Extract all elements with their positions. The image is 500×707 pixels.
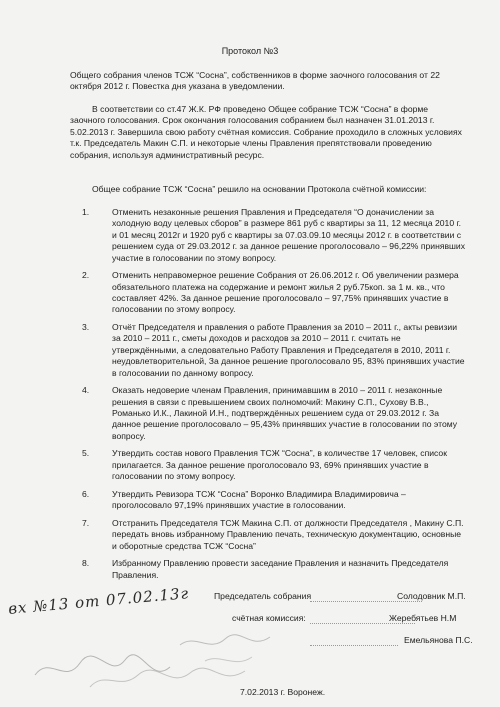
item-text: Отчёт Председателя и правления о работе Правления за 2010 – 2011 г., акты ревизии за 2010 – 2011 г., сметы доходов и расходов за 2010 – 2011 г. считать не утверждёнными, а следовательно Работу Правления и Председателя в 2010, 2011 г. неудовлетворительной, За данное решение проголосовало 95, 83% принявших участие в голосовании по данному вопросу.: [112, 322, 465, 378]
item-text: Утвердить Ревизора ТСЖ “Сосна” Воронко Владимира Владимировича – проголосовало 97,19% принявших участие в голосовании.: [112, 488, 406, 511]
list-item: [82, 518, 467, 552]
intro-paragraph: Общего собрания членов ТСЖ “Сосна”, собственников в форме заочного голосования от 22 октября 2012 г. Повестка дня указана в уведомлении.: [70, 70, 440, 92]
signature-row-commission-1: [0, 613, 500, 625]
item-text: Утвердить состав нового Правления ТСЖ “Сосна”, в количестве 17 человек, список прилагается. За данное решение проголосовало 93, 69% принявших участие в голосовании по этому вопросу.: [112, 448, 447, 482]
commission-member-1: Жеребятьев Н.М: [389, 613, 457, 623]
chair-label: Председатель собрания: [214, 591, 312, 601]
list-item: [82, 558, 467, 581]
item-number: 4.: [82, 385, 90, 396]
list-item: [82, 270, 467, 316]
list-item: [82, 448, 467, 482]
item-text: Оказать недоверие членам Правления, принимавшим в 2010 – 2011 г. незаконные решения в связи с превышением своих полномочий: Макину С.П., Сухову В.В., Романько И.К., Лакиной И.Н., подтверждённых решением суда от 29.03.2012 г. За данное решение проголосовало – 95,43% принявших участие в голосовании по этому вопросу.: [112, 385, 458, 441]
item-number: 6.: [82, 488, 90, 499]
item-text: Отменить неправомерное решение Собрания от 26.06.2012 г. Об увеличении размера обязательного платежа на содержание и ремонт жилья 2 руб.75коп. за 1 м. кв., что составляет 42%. За данное решение проголосовало – 97,75% принявших участие в голосовании по этому вопросу.: [112, 270, 459, 315]
item-number: 5.: [82, 448, 90, 459]
item-number: 7.: [82, 517, 90, 528]
document-date-footer: 7.02.2013 г. Воронеж.: [240, 687, 326, 697]
signature-line: [310, 645, 398, 646]
item-number: 2.: [82, 270, 90, 281]
item-text: Отстранить Председателя ТСЖ Макина С.П. от должности Председателя , Макину С.П. передать вновь избранному Правлению печать, техническую документацию, основные и оборотные средства ТСЖ “Сосна”: [112, 517, 464, 551]
item-number: 3.: [82, 322, 90, 333]
legal-basis-paragraph: В соответствии со ст.47 Ж.К. РФ проведено Общее собрание ТСЖ “Сосна” в форме заочного голосования. Срок окончания голосования собранием был назначен 31.01.2013 г. 5.02.2013 г. Завершила свою работу счётная комиссия. Собрание проходило в сложных условиях т.к. Председатель Макин С.П. и некоторые члены Правления препятствовали проведению собрания, используя административный ресурс.: [70, 104, 462, 160]
commission-label: счётная комиссия:: [232, 613, 306, 623]
decision-lead-paragraph: Общее собрание ТСЖ “Сосна” решило на основании Протокола счётной комиссии:: [92, 184, 427, 194]
signature-scribble-icon: [30, 625, 290, 695]
list-item: [82, 385, 467, 442]
handwritten-registration-note: вх №13 от 07.02.13г: [7, 584, 190, 618]
item-number: 1.: [82, 207, 90, 217]
decision-list: [82, 207, 467, 587]
list-item: [82, 207, 467, 264]
document-title: Протокол №3: [221, 46, 279, 56]
list-item: [82, 322, 467, 379]
commission-member-2: Емельянова П.С.: [404, 635, 473, 645]
chair-name: Солодовник М.П.: [397, 591, 466, 601]
list-item: [82, 489, 467, 512]
item-number: 8.: [82, 558, 90, 569]
item-text: Избранному Правлению провести заседание Правления и назначить Председателя Правления.: [112, 558, 449, 580]
item-text: Отменить незаконные решения Правления и Председателя “О доначислении за холодную воду целевых сборов” в размере 861 руб с квартиры за 11, 12 месяца 2010 г. и 01 месяц 2012г и 1920 руб с квартиры за 07.03.09.10 месяцы 2012 г. в соответствии с решением суда от 29.03.2012 г. за данное решение проголосовало – 96,22% принявших участие в голосовании по этому вопросу.: [112, 207, 466, 263]
